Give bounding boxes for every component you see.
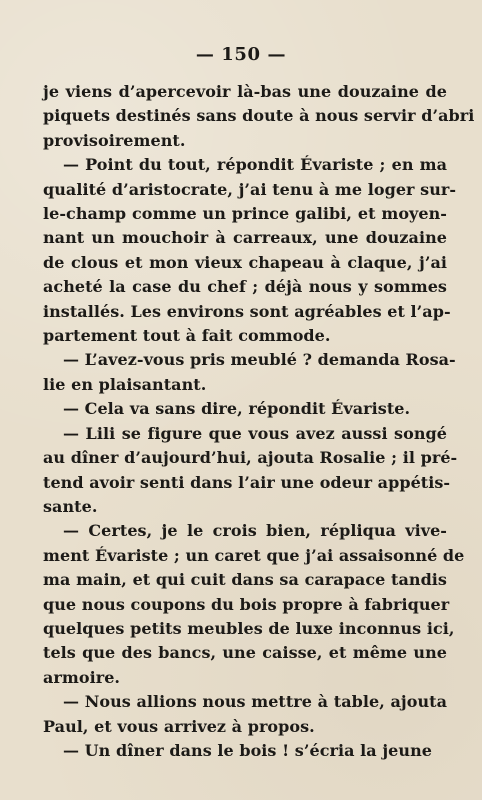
text-line: Paul, et vous arrivez à propos. bbox=[43, 716, 315, 736]
text-line: provisoirement. bbox=[43, 130, 186, 150]
text-line: ment Évariste ; un caret que j’ai assaisonné de bbox=[43, 545, 465, 565]
text-line: qualité d’aristocrate, j’ai tenu à me loger sur- bbox=[43, 179, 457, 199]
text-line: — Certes, je le crois bien, répliqua vive- bbox=[63, 521, 447, 541]
text-line: — Point du tout, répondit Évariste ; en ma bbox=[63, 155, 447, 175]
text-line: nant un mouchoir à carreaux, une douzaine bbox=[43, 228, 447, 248]
text-line: armoire. bbox=[43, 667, 121, 687]
text-line: ma main, et qui cuit dans sa carapace tandis bbox=[43, 570, 447, 590]
text-line: installés. Les environs sont agréables et l’ap- bbox=[43, 301, 451, 321]
text-line: — Cela va sans dire, répondit Évariste. bbox=[63, 399, 411, 419]
text-line: sante. bbox=[43, 496, 98, 516]
text-line: le-champ comme un prince galibi, et moyen- bbox=[43, 204, 447, 224]
text-line: que nous coupons du bois propre à fabriquer bbox=[43, 594, 450, 614]
text-line: lie en plaisantant. bbox=[43, 374, 207, 394]
text-line: au dîner d’aujourd’hui, ajouta Rosalie ; il pré- bbox=[43, 448, 458, 468]
text-line: quelques petits meubles de luxe inconnus ici, bbox=[43, 618, 455, 638]
text-line: acheté la case du chef ; déjà nous y sommes bbox=[43, 277, 447, 297]
text-line: je viens d’apercevoir là-bas une douzaine de bbox=[43, 82, 447, 101]
text-line: — Nous allions nous mettre à table, ajouta bbox=[63, 692, 447, 712]
text-line: — Lili se figure que vous avez aussi songé bbox=[63, 423, 447, 443]
text-line: — Un dîner dans le bois ! s’écria la jeune bbox=[63, 740, 432, 760]
text-line: piquets destinés sans doute à nous servir d’abri bbox=[43, 106, 475, 126]
body-text bbox=[43, 80, 475, 763]
text-line: partement tout à fait commode. bbox=[43, 326, 331, 346]
text-line: — L’avez-vous pris meublé ? demanda Rosa- bbox=[63, 350, 456, 370]
text-line: de clous et mon vieux chapeau à claque, j’ai bbox=[43, 252, 447, 272]
text-line: tels que des bancs, une caisse, et même une bbox=[43, 643, 447, 663]
page-number: — 150 — bbox=[195, 44, 287, 65]
text-line: tend avoir senti dans l’air une odeur appétis- bbox=[43, 472, 451, 492]
